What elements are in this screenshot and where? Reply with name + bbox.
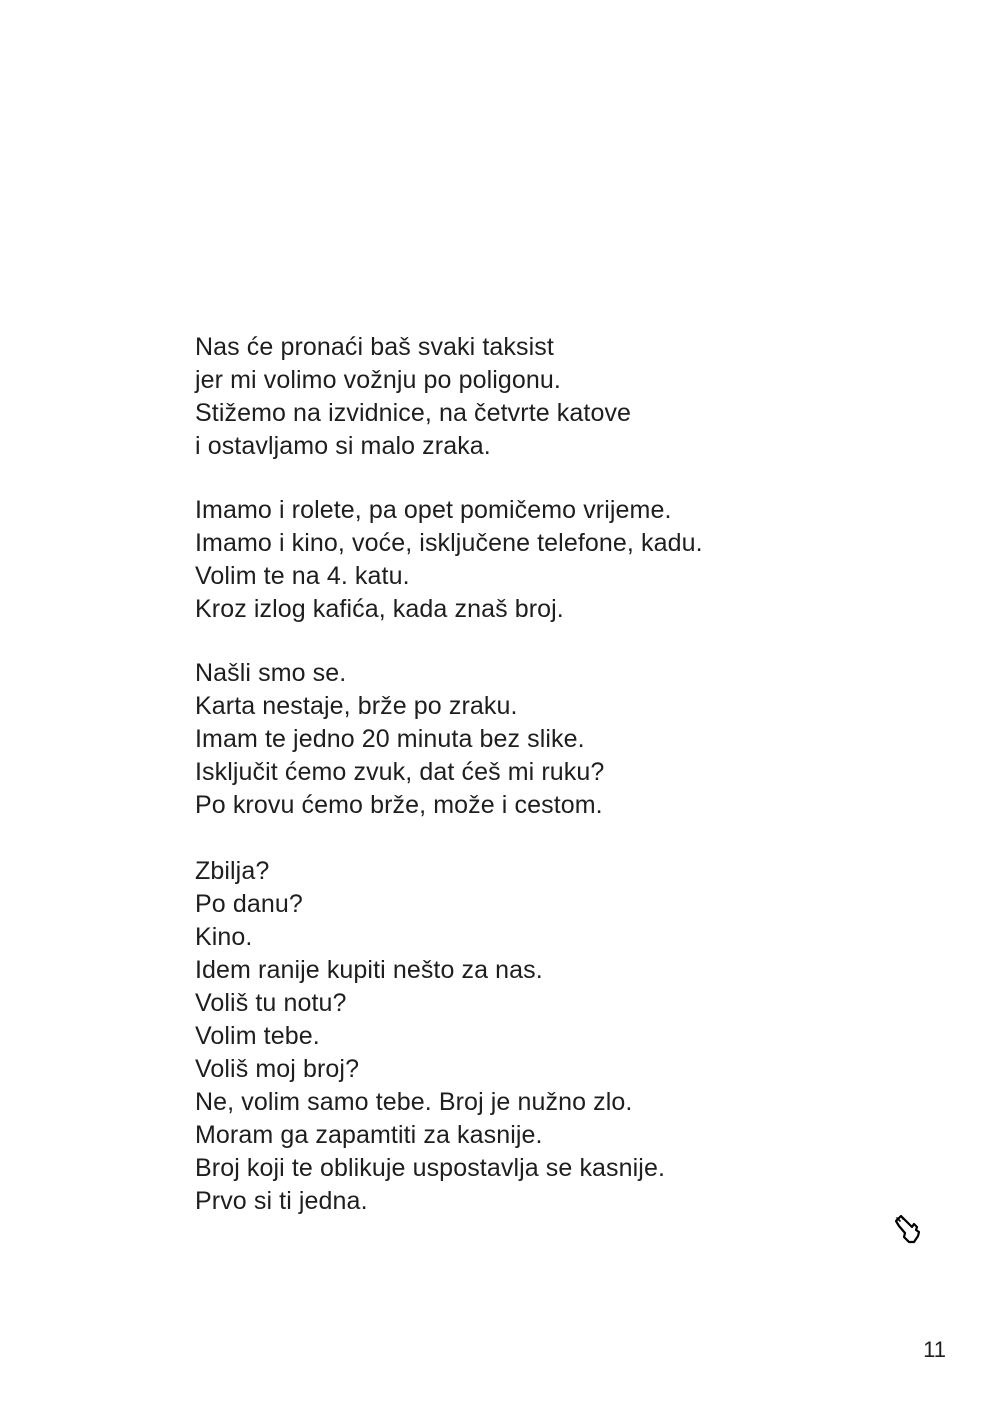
poem-line: Broj koji te oblikuje uspostavlja se kasnije.	[195, 1154, 666, 1182]
stanza-3	[195, 657, 895, 822]
poem-line: Voliš tu notu?	[195, 989, 347, 1017]
poem-line: Moram ga zapamtiti za kasnije.	[195, 1121, 543, 1149]
poem-line: Isključit ćemo zvuk, dat ćeš mi ruku?	[195, 758, 605, 786]
poem-line: i ostavljamo si malo zraka.	[195, 432, 491, 460]
stanza-1	[195, 331, 895, 463]
stanza-2	[195, 494, 895, 626]
poem-line: Voliš moj broj?	[195, 1055, 360, 1083]
poem-line: Imam te jedno 20 minuta bez slike.	[195, 725, 585, 753]
poem-line: Po krovu ćemo brže, može i cestom.	[195, 791, 603, 819]
poem-line: Idem ranije kupiti nešto za nas.	[195, 956, 543, 984]
poem-line: Zbilja?	[195, 857, 270, 885]
poem-line: Našli smo se.	[195, 659, 347, 687]
poem-line: Imamo i kino, voće, isključene telefone, kadu.	[195, 529, 703, 557]
poem-line: Volim tebe.	[195, 1022, 320, 1050]
stanza-4	[195, 855, 895, 1218]
poem-line: jer mi volimo vožnju po poligonu.	[195, 366, 561, 394]
poem-line: Volim te na 4. katu.	[195, 562, 410, 590]
poem-line: Nas će pronaći baš svaki taksist	[195, 333, 554, 361]
poem-line: Ne, volim samo tebe. Broj je nužno zlo.	[195, 1088, 633, 1116]
poem-body	[195, 331, 895, 1249]
poem-line: Kroz izlog kafića, kada znaš broj.	[195, 595, 564, 623]
poem-line: Imamo i rolete, pa opet pomičemo vrijeme.	[195, 496, 672, 524]
poem-line: Prvo si ti jedna.	[195, 1187, 368, 1215]
poem-line: Kino.	[195, 923, 253, 951]
hand-pointer-icon	[892, 1212, 926, 1246]
page-number: 11	[923, 1337, 946, 1362]
poem-line: Stižemo na izvidnice, na četvrte katove	[195, 399, 632, 427]
poem-line: Karta nestaje, brže po zraku.	[195, 692, 518, 720]
poem-line: Po danu?	[195, 890, 303, 918]
